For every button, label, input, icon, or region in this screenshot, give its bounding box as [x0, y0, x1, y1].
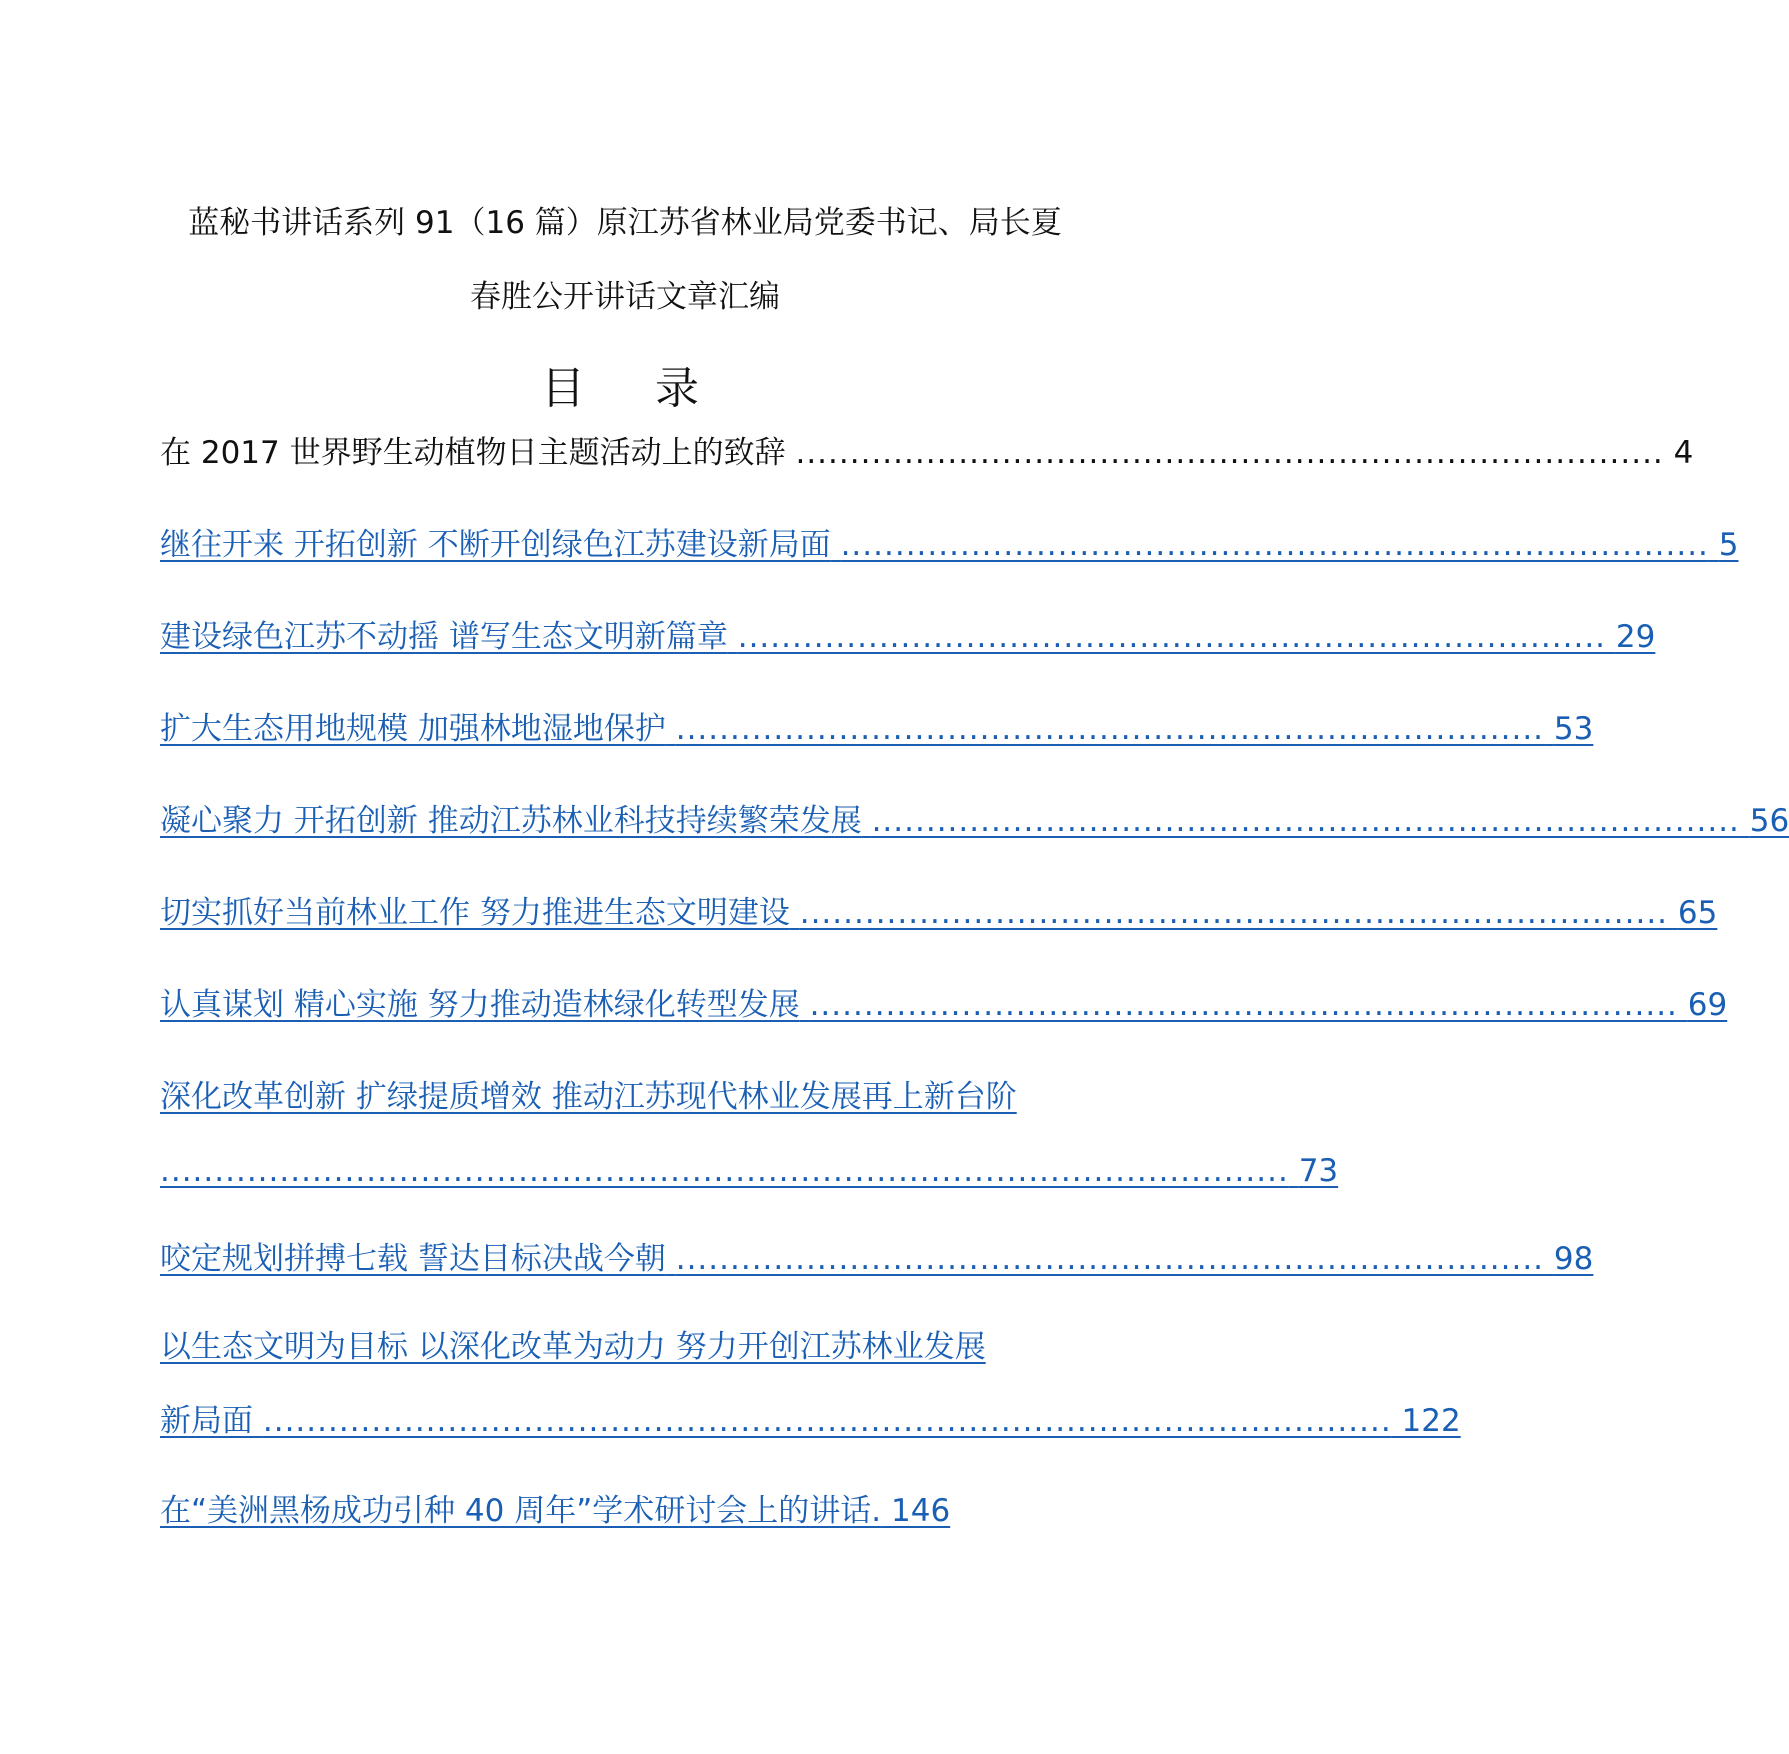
toc-entry-link[interactable] — [160, 876, 1718, 950]
toc-entry-page: 146 — [891, 1493, 951, 1529]
toc-entry[interactable] — [160, 600, 1656, 674]
toc-entry-page: 56 — [1749, 803, 1789, 839]
toc-entry-title: 在“美洲黑杨成功引种 40 周年”学术研讨会上的讲话. — [160, 1493, 882, 1529]
title-line-2: 春胜公开讲话文章汇编 — [470, 279, 780, 315]
toc-entry-page: 4 — [1673, 435, 1694, 471]
title-line-1: 蓝秘书讲话系列 91（16 篇）原江苏省林业局党委书记、局长夏 — [188, 205, 1062, 241]
toc-entry-title: 继往开来 开拓创新 不断开创绿色江苏建设新局面 — [160, 527, 831, 563]
toc-entry-title: 认真谋划 精心实施 努力推动造林绿化转型发展 — [160, 987, 800, 1023]
toc-leader-dots: ........................................................................................................ — [262, 1403, 1392, 1439]
toc-entry-title: 咬定规划拼搏七载 誓达目标决战今朝 — [160, 1241, 666, 1277]
toc-entry-link-continued[interactable] — [160, 1384, 1461, 1458]
toc-entry-title: 深化改革创新 扩绿提质增效 推动江苏现代林业发展再上新台阶 — [160, 1079, 1017, 1115]
toc-entry-title: 切实抓好当前林业工作 努力推进生态文明建设 — [160, 895, 790, 931]
toc-entry-page: 69 — [1687, 987, 1728, 1023]
toc-entry-title: 扩大生态用地规模 加强林地湿地保护 — [160, 711, 666, 747]
toc-entry[interactable] — [160, 876, 1718, 950]
toc-leader-dots: ................................................................................ — [737, 619, 1607, 655]
toc-entry[interactable] — [160, 1474, 1090, 1548]
toc-entry-link[interactable] — [160, 692, 1594, 766]
toc-entry — [160, 416, 1694, 490]
toc-entry-title-continued: 新局面 — [160, 1403, 253, 1439]
toc-entry[interactable] — [160, 508, 1739, 582]
toc-entry[interactable] — [160, 1060, 1339, 1208]
toc-leader-dots: ................................................................................ — [675, 711, 1545, 747]
toc-entry[interactable] — [160, 1222, 1594, 1296]
toc-entry-link[interactable] — [160, 784, 1789, 858]
toc-entry-page: 98 — [1553, 1241, 1594, 1277]
toc-leader-dots: ................................................................................ — [871, 803, 1740, 839]
toc-entry-link[interactable] — [160, 1222, 1594, 1296]
toc-entry[interactable] — [160, 1310, 1461, 1458]
toc-leader-dots: ................................................................................ — [840, 527, 1709, 563]
toc-leader-dots: ................................................................................ — [799, 895, 1669, 931]
document-title — [160, 186, 1090, 334]
toc-entry-page: 73 — [1298, 1153, 1339, 1189]
toc-leader-dots: ................................................................................ — [809, 987, 1678, 1023]
toc-entry-title: 凝心聚力 开拓创新 推动江苏林业科技持续繁荣发展 — [160, 803, 862, 839]
toc-entry-title: 建设绿色江苏不动摇 谱写生态文明新篇章 — [160, 619, 728, 655]
toc-leader-dots: ................................................................................ — [675, 1241, 1545, 1277]
toc-entry-page: 122 — [1401, 1403, 1461, 1439]
toc-entry-link[interactable] — [160, 968, 1728, 1042]
toc-entry-page: 29 — [1615, 619, 1656, 655]
toc-entry-link[interactable] — [160, 600, 1656, 674]
toc-entry-text — [160, 416, 1694, 490]
toc-entry-title: 以生态文明为目标 以深化改革为动力 努力开创江苏林业发展 — [160, 1329, 986, 1365]
toc-entry-page: 53 — [1553, 711, 1594, 747]
toc-entry-title: 在 2017 世界野生动植物日主题活动上的致辞 — [160, 435, 786, 471]
toc-entry-link[interactable] — [160, 1474, 1022, 1548]
toc-entry[interactable] — [160, 968, 1728, 1042]
toc-leader-dots: ................................................................................ — [795, 435, 1664, 471]
toc-entry-page: 5 — [1718, 527, 1739, 563]
toc-heading: 目 录 — [541, 363, 727, 414]
toc-entry-link[interactable] — [160, 508, 1739, 582]
toc-entry[interactable] — [160, 692, 1594, 766]
toc-leader-dots: ........................................................................................................ — [160, 1153, 1289, 1189]
toc-entry-page: 65 — [1677, 895, 1718, 931]
toc-entry-link[interactable] — [160, 1060, 1090, 1134]
toc-entry[interactable] — [160, 784, 1789, 858]
toc-entry-link-continued[interactable] — [160, 1134, 1339, 1208]
toc-entry-link[interactable] — [160, 1310, 1090, 1384]
